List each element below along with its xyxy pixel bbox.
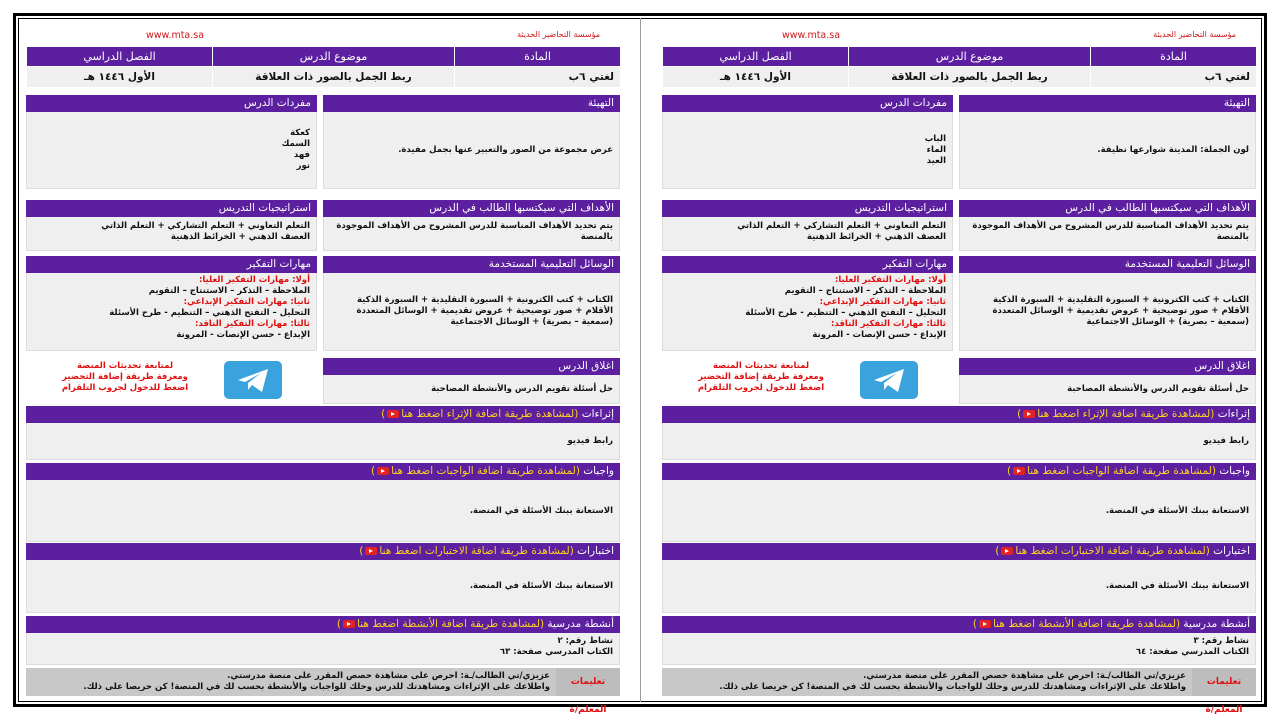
youtube-icon (343, 620, 355, 628)
tests-text: الاستعانة ببنك الأسئلة في المنصة. (1105, 581, 1249, 591)
vocab-word: الباب (924, 133, 946, 144)
teacher-notes-label: تعليمات المعلم/ة (556, 668, 620, 696)
tests-bar[interactable] (26, 543, 620, 560)
enrichment-title: إثراءات (581, 408, 614, 420)
telegram-promo[interactable] (686, 361, 836, 394)
topic-label: موضوع الدرس (212, 47, 454, 66)
text-line: بالمنصة (580, 232, 613, 242)
text-line: التعلم التعاوني + التعلم التشاركي + التعلم الذاتي (737, 221, 946, 231)
activity-number: نشاط رقم: ٣ (1193, 636, 1249, 646)
page-divider (640, 18, 641, 702)
strategies-title: استراتيجيات التدريس (662, 200, 953, 217)
telegram-promo[interactable] (50, 361, 200, 394)
strategies-text (669, 221, 946, 243)
topic-value: ربط الجمل بالصور ذات العلاقة (848, 66, 1090, 87)
homework-bar[interactable] (662, 463, 1256, 480)
semester-label: الفصل الدراسي (26, 47, 212, 66)
org-name: مؤسسة التحاضير الحديثة (517, 30, 600, 39)
warmup-title: التهيئة (959, 95, 1256, 112)
closing-text: حل أسئلة تقويم الدرس والأنشطة المصاحبة (1067, 384, 1249, 394)
vocab-section (662, 95, 953, 189)
lesson-plan-right (662, 22, 1256, 715)
youtube-icon (979, 620, 991, 628)
enrichment-bar[interactable] (26, 406, 620, 423)
subject-value: لغتي ٦ب (454, 66, 620, 87)
lesson-header (662, 47, 1256, 89)
text-line: ومعرفة طريقة إضافة التحضير (62, 372, 188, 382)
youtube-icon (365, 547, 377, 555)
book-page: الكتاب المدرسي صفحة: ٦٤ (1135, 647, 1249, 657)
text-line: لمتابعة تحديثات المنصة (76, 361, 174, 371)
tests-link[interactable]: (لمشاهدة طريقة اضافة الاختبارات اضغط هنا) (359, 545, 574, 557)
homework-section (26, 463, 620, 542)
tools-title: الوسائل التعليمية المستخدمة (323, 256, 620, 273)
text-line: الأقلام + صور توضيحية + عروض تقديمية + الوسائل المتعددة (356, 306, 613, 316)
activity-number: نشاط رقم: ٢ (557, 636, 613, 646)
thinking-heading: ثالثا: مهارات التفكير الناقد: (831, 319, 946, 329)
homework-text: الاستعانة ببنك الأسئلة في المنصة. (1105, 505, 1249, 516)
vocab-word: نور (296, 161, 310, 171)
subject-label: المادة (1090, 47, 1256, 66)
enrichment-title: إثراءات (1217, 408, 1250, 420)
vocab-word: العيد (926, 155, 946, 166)
vocab-word: كعكة (290, 128, 310, 138)
vocab-word: فهد (293, 150, 310, 160)
youtube-icon (1001, 547, 1013, 555)
org-name: مؤسسة التحاضير الحديثة (1153, 30, 1236, 39)
text-line: اضغط للدخول لجروب التلقرام (61, 383, 189, 393)
warmup-title: التهيئة (323, 95, 620, 112)
activities-bar[interactable] (662, 616, 1256, 633)
youtube-icon (1013, 467, 1025, 475)
text-line: (سمعية – بصرية) + الوسائل الاجتماعية (1086, 317, 1249, 327)
objectives-title: الأهداف التي سيكتسبها الطالب في الدرس (323, 200, 620, 217)
text-line: التعلم التعاوني + التعلم التشاركي + التعلم الذاتي (101, 221, 310, 231)
strategies-section (662, 200, 953, 251)
semester-label: الفصل الدراسي (662, 47, 848, 66)
tests-title: اختبارات (1213, 545, 1250, 557)
enrichment-section (662, 406, 1256, 460)
text-line: الأقلام + صور توضيحية + عروض تقديمية + الوسائل المتعددة (992, 306, 1249, 316)
text-line: العصف الذهني + الخرائط الذهنية (170, 232, 310, 242)
tests-section (26, 543, 620, 613)
teacher-note-line-2: واطلاعك على الإثراءات ومشاهدتك للدرس وحلك للواجبات والأنشطة بحسب لك في المنصة! كن حريصا على ذلك. (719, 682, 1186, 692)
homework-section (662, 463, 1256, 542)
homework-link[interactable]: (لمشاهدة طريقة اضافة الواجبات اضغط هنا) (1006, 465, 1216, 477)
tools-text (356, 295, 613, 328)
text-line: اضغط للدخول لجروب التلقرام (697, 383, 825, 393)
thinking-line: التحليل – التفتح الذهني – التنظيم - طرح الأسئلة (745, 308, 946, 318)
warmup-text: لون الجملة: المدينة شوارعها نظيفة. (1097, 145, 1249, 155)
activities-link[interactable]: (لمشاهدة طريقة اضافة الأنشطة اضغط هنا) (336, 618, 545, 630)
thinking-heading: ثالثا: مهارات التفكير الناقد: (195, 319, 310, 329)
activities-bar[interactable] (26, 616, 620, 633)
closing-section (323, 358, 620, 404)
strategies-title: استراتيجيات التدريس (26, 200, 317, 217)
tests-bar[interactable] (662, 543, 1256, 560)
semester-value: الأول ١٤٤٦ هـ (26, 66, 212, 87)
subject-value: لغتي ٦ب (1090, 66, 1256, 87)
subject-label: المادة (454, 47, 620, 66)
vocab-word: السمك (281, 139, 310, 149)
thinking-heading: أولا: مهارات التفكير العليا: (834, 275, 946, 285)
telegram-button[interactable] (860, 361, 918, 399)
tools-section (959, 256, 1256, 351)
teacher-note-line-2: واطلاعك على الإثراءات ومشاهدتك للدرس وحلك للواجبات والأنشطة بحسب لك في المنصة! كن حريصا على ذلك. (83, 682, 550, 692)
tests-link[interactable]: (لمشاهدة طريقة اضافة الاختبارات اضغط هنا) (995, 545, 1210, 557)
lesson-plan-left (26, 22, 620, 715)
telegram-icon (860, 361, 918, 399)
thinking-heading: ثانيا: مهارات التفكير الإبداعي: (183, 297, 310, 307)
vocab-word: الماء (926, 144, 946, 155)
text-line: يتم تحديد الأهداف المناسبة للدرس المشروح من الأهداف الموجودة (336, 221, 613, 231)
homework-title: واجبات (1219, 465, 1250, 477)
vocab-title: مفردات الدرس (662, 95, 953, 112)
book-page: الكتاب المدرسي صفحة: ٦٣ (499, 647, 613, 657)
thinking-skills (33, 275, 310, 341)
text-line: العصف الذهني + الخرائط الذهنية (806, 232, 946, 242)
tests-text: الاستعانة ببنك الأسئلة في المنصة. (469, 581, 613, 591)
text-line: يتم تحديد الأهداف المناسبة للدرس المشروح من الأهداف الموجودة (972, 221, 1249, 231)
objectives-section (959, 200, 1256, 251)
activities-title: أنشطة مدرسية (547, 618, 614, 630)
homework-bar[interactable] (26, 463, 620, 480)
topic-label: موضوع الدرس (848, 47, 1090, 66)
enrichment-link[interactable]: (لمشاهدة طريقة اضافة الإثراء اضغط هنا) (381, 408, 579, 420)
thinking-line: الملاحظة – التذكر – الاستنتاج – التقويم (784, 286, 946, 296)
telegram-icon (224, 361, 282, 399)
text-line: بالمنصة (1216, 232, 1249, 242)
vocab-list (282, 128, 310, 172)
semester-value: الأول ١٤٤٦ هـ (662, 66, 848, 87)
activities-link[interactable]: (لمشاهدة طريقة اضافة الأنشطة اضغط هنا) (972, 618, 1181, 630)
text-line: (سمعية – بصرية) + الوسائل الاجتماعية (450, 317, 613, 327)
vocab-title: مفردات الدرس (26, 95, 317, 112)
strategies-text (33, 221, 310, 243)
text-line: لمتابعة تحديثات المنصة (712, 361, 810, 371)
thinking-section (662, 256, 953, 351)
teacher-notes (26, 668, 620, 715)
vocab-list (925, 134, 946, 167)
objectives-section (323, 200, 620, 251)
objectives-text (966, 221, 1249, 243)
site-link[interactable]: www.mta.sa (782, 30, 841, 41)
thinking-title: مهارات التفكير (662, 256, 953, 273)
enrichment-text: رابط فيديو (567, 436, 613, 446)
topic-value: ربط الجمل بالصور ذات العلاقة (212, 66, 454, 87)
closing-title: اغلاق الدرس (323, 358, 620, 375)
closing-text: حل أسئلة تقويم الدرس والأنشطة المصاحبة (431, 384, 613, 394)
tests-title: اختبارات (577, 545, 614, 557)
thinking-line: الملاحظة – التذكر – الاستنتاج – التقويم (148, 286, 310, 296)
youtube-icon (387, 410, 399, 418)
thinking-line: التحليل – التفتح الذهني – التنظيم - طرح الأسئلة (109, 308, 310, 318)
thinking-section (26, 256, 317, 351)
vocab-section (26, 95, 317, 189)
tools-title: الوسائل التعليمية المستخدمة (959, 256, 1256, 273)
lesson-header (26, 47, 620, 89)
thinking-skills (669, 275, 946, 341)
enrichment-link[interactable]: (لمشاهدة طريقة اضافة الإثراء اضغط هنا) (1017, 408, 1215, 420)
enrichment-text: رابط فيديو (1203, 436, 1249, 446)
tools-text (992, 295, 1249, 328)
homework-text: الاستعانة ببنك الأسئلة في المنصة. (469, 505, 613, 516)
youtube-icon (1023, 410, 1035, 418)
text-line: ومعرفة طريقة إضافة التحضير (698, 372, 824, 382)
activities-title: أنشطة مدرسية (1183, 618, 1250, 630)
closing-title: اغلاق الدرس (959, 358, 1256, 375)
teacher-notes-label: تعليمات المعلم/ة (1192, 668, 1256, 696)
strategies-section (26, 200, 317, 251)
closing-section (959, 358, 1256, 404)
objectives-text (330, 221, 613, 243)
thinking-line: الإبداع - حسن الإنصات - المرونة (812, 330, 946, 340)
site-link[interactable]: www.mta.sa (146, 30, 205, 41)
tools-section (323, 256, 620, 351)
enrichment-bar[interactable] (662, 406, 1256, 423)
thinking-heading: ثانيا: مهارات التفكير الإبداعي: (819, 297, 946, 307)
activities-section (26, 616, 620, 665)
teacher-note-line-1: عزيزي/تي الطالب/ـة: احرص على مشاهدة حصص المقرر على منصة مدرستي. (863, 671, 1186, 681)
warmup-section (959, 95, 1256, 189)
enrichment-section (26, 406, 620, 460)
warmup-text: عرض مجموعة من الصور والتعبير عنها بجمل مفيدة. (398, 145, 613, 155)
text-line: الكتاب + كتب الكترونية + السبورة التقليدية + السبورة الذكية (357, 295, 613, 305)
text-line: الكتاب + كتب الكترونية + السبورة التقليدية + السبورة الذكية (993, 295, 1249, 305)
tests-section (662, 543, 1256, 613)
homework-title: واجبات (583, 465, 614, 477)
objectives-title: الأهداف التي سيكتسبها الطالب في الدرس (959, 200, 1256, 217)
warmup-section (323, 95, 620, 189)
activities-section (662, 616, 1256, 665)
thinking-heading: أولا: مهارات التفكير العليا: (198, 275, 310, 285)
youtube-icon (377, 467, 389, 475)
thinking-line: الإبداع - حسن الإنصات - المرونة (176, 330, 310, 340)
teacher-notes (662, 668, 1256, 715)
thinking-title: مهارات التفكير (26, 256, 317, 273)
homework-link[interactable]: (لمشاهدة طريقة اضافة الواجبات اضغط هنا) (370, 465, 580, 477)
teacher-note-line-1: عزيزي/تي الطالب/ـة: احرص على مشاهدة حصص المقرر على منصة مدرستي. (227, 671, 550, 681)
telegram-button[interactable] (224, 361, 282, 399)
